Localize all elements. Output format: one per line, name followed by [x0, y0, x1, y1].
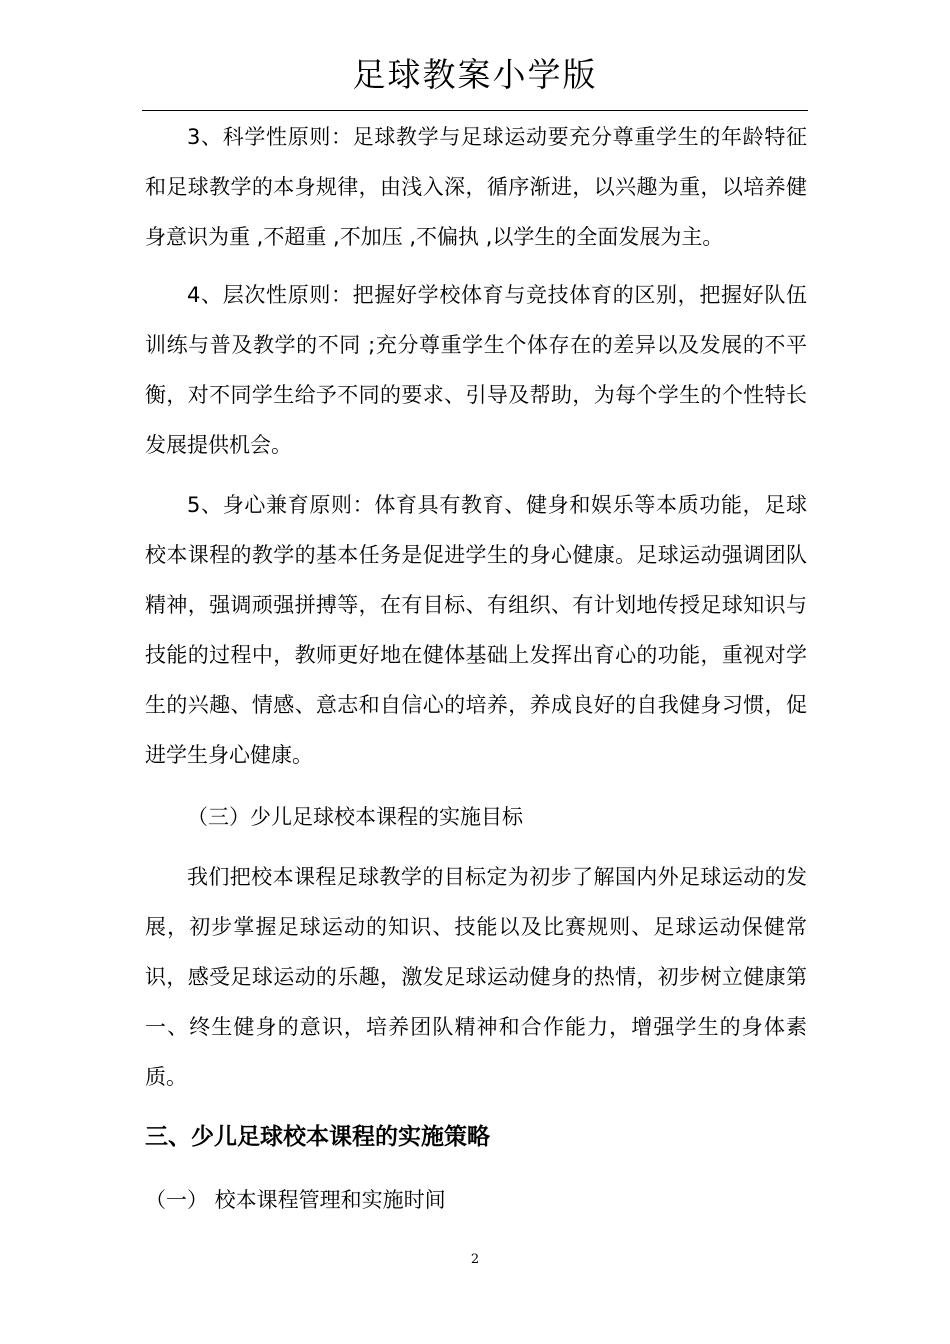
- paragraph-principle-4: [145, 270, 807, 470]
- page-header-title: 足球教案小学版: [352, 55, 598, 94]
- paragraph-text: 4、层次性原则：把握好学校体育与竞技体育的区别，把握好队伍训练与普及教学的不同 ;充分尊重学生个体存在的差异以及发展的不平衡，对不同学生给予不同的要求、引导及帮助，为每个学生的个性特长发展提供机会。: [145, 283, 807, 457]
- header-divider: [142, 110, 808, 111]
- paragraph-principle-5: [145, 480, 807, 780]
- paragraph-goals: [145, 852, 807, 1102]
- paragraph-text: 3、科学性原则：足球教学与足球运动要充分尊重学生的年龄特征和足球教学的本身规律，由浅入深，循序渐进，以兴趣为重，以培养健身意识为重 ,不超重 ,不加压 ,不偏执 ,以学生的全面发展为主。: [145, 125, 807, 249]
- page-number: 2: [470, 1252, 480, 1267]
- paragraph-text: （三）少儿足球校本课程的实施目标: [187, 805, 523, 829]
- section-heading-strategy: 三、少儿足球校本课程的实施策略: [145, 1124, 490, 1150]
- subheading-implementation-goals: [145, 792, 807, 842]
- subsection-heading-management: （一） 校本课程管理和实施时间: [145, 1188, 446, 1212]
- paragraph-text: 我们把校本课程足球教学的目标定为初步了解国内外足球运动的发展，初步掌握足球运动的知识、技能以及比赛规则、足球运动保健常识，感受足球运动的乐趣，激发足球运动健身的热情，初步树立健康第一、终生健身的意识，培养团队精神和合作能力，增强学生的身体素质。: [145, 865, 807, 1089]
- paragraph-principle-3: [145, 112, 807, 262]
- paragraph-text: 5、身心兼育原则：体育具有教育、健身和娱乐等本质功能，足球校本课程的教学的基本任务是促进学生的身心健康。足球运动强调团队精神，强调顽强拼搏等，在有目标、有组织、有计划地传授足球知识与技能的过程中，教师更好地在健体基础上发挥出育心的功能，重视对学生的兴趣、情感、意志和自信心的培养，养成良好的自我健身习惯，促进学生身心健康。: [145, 493, 807, 767]
